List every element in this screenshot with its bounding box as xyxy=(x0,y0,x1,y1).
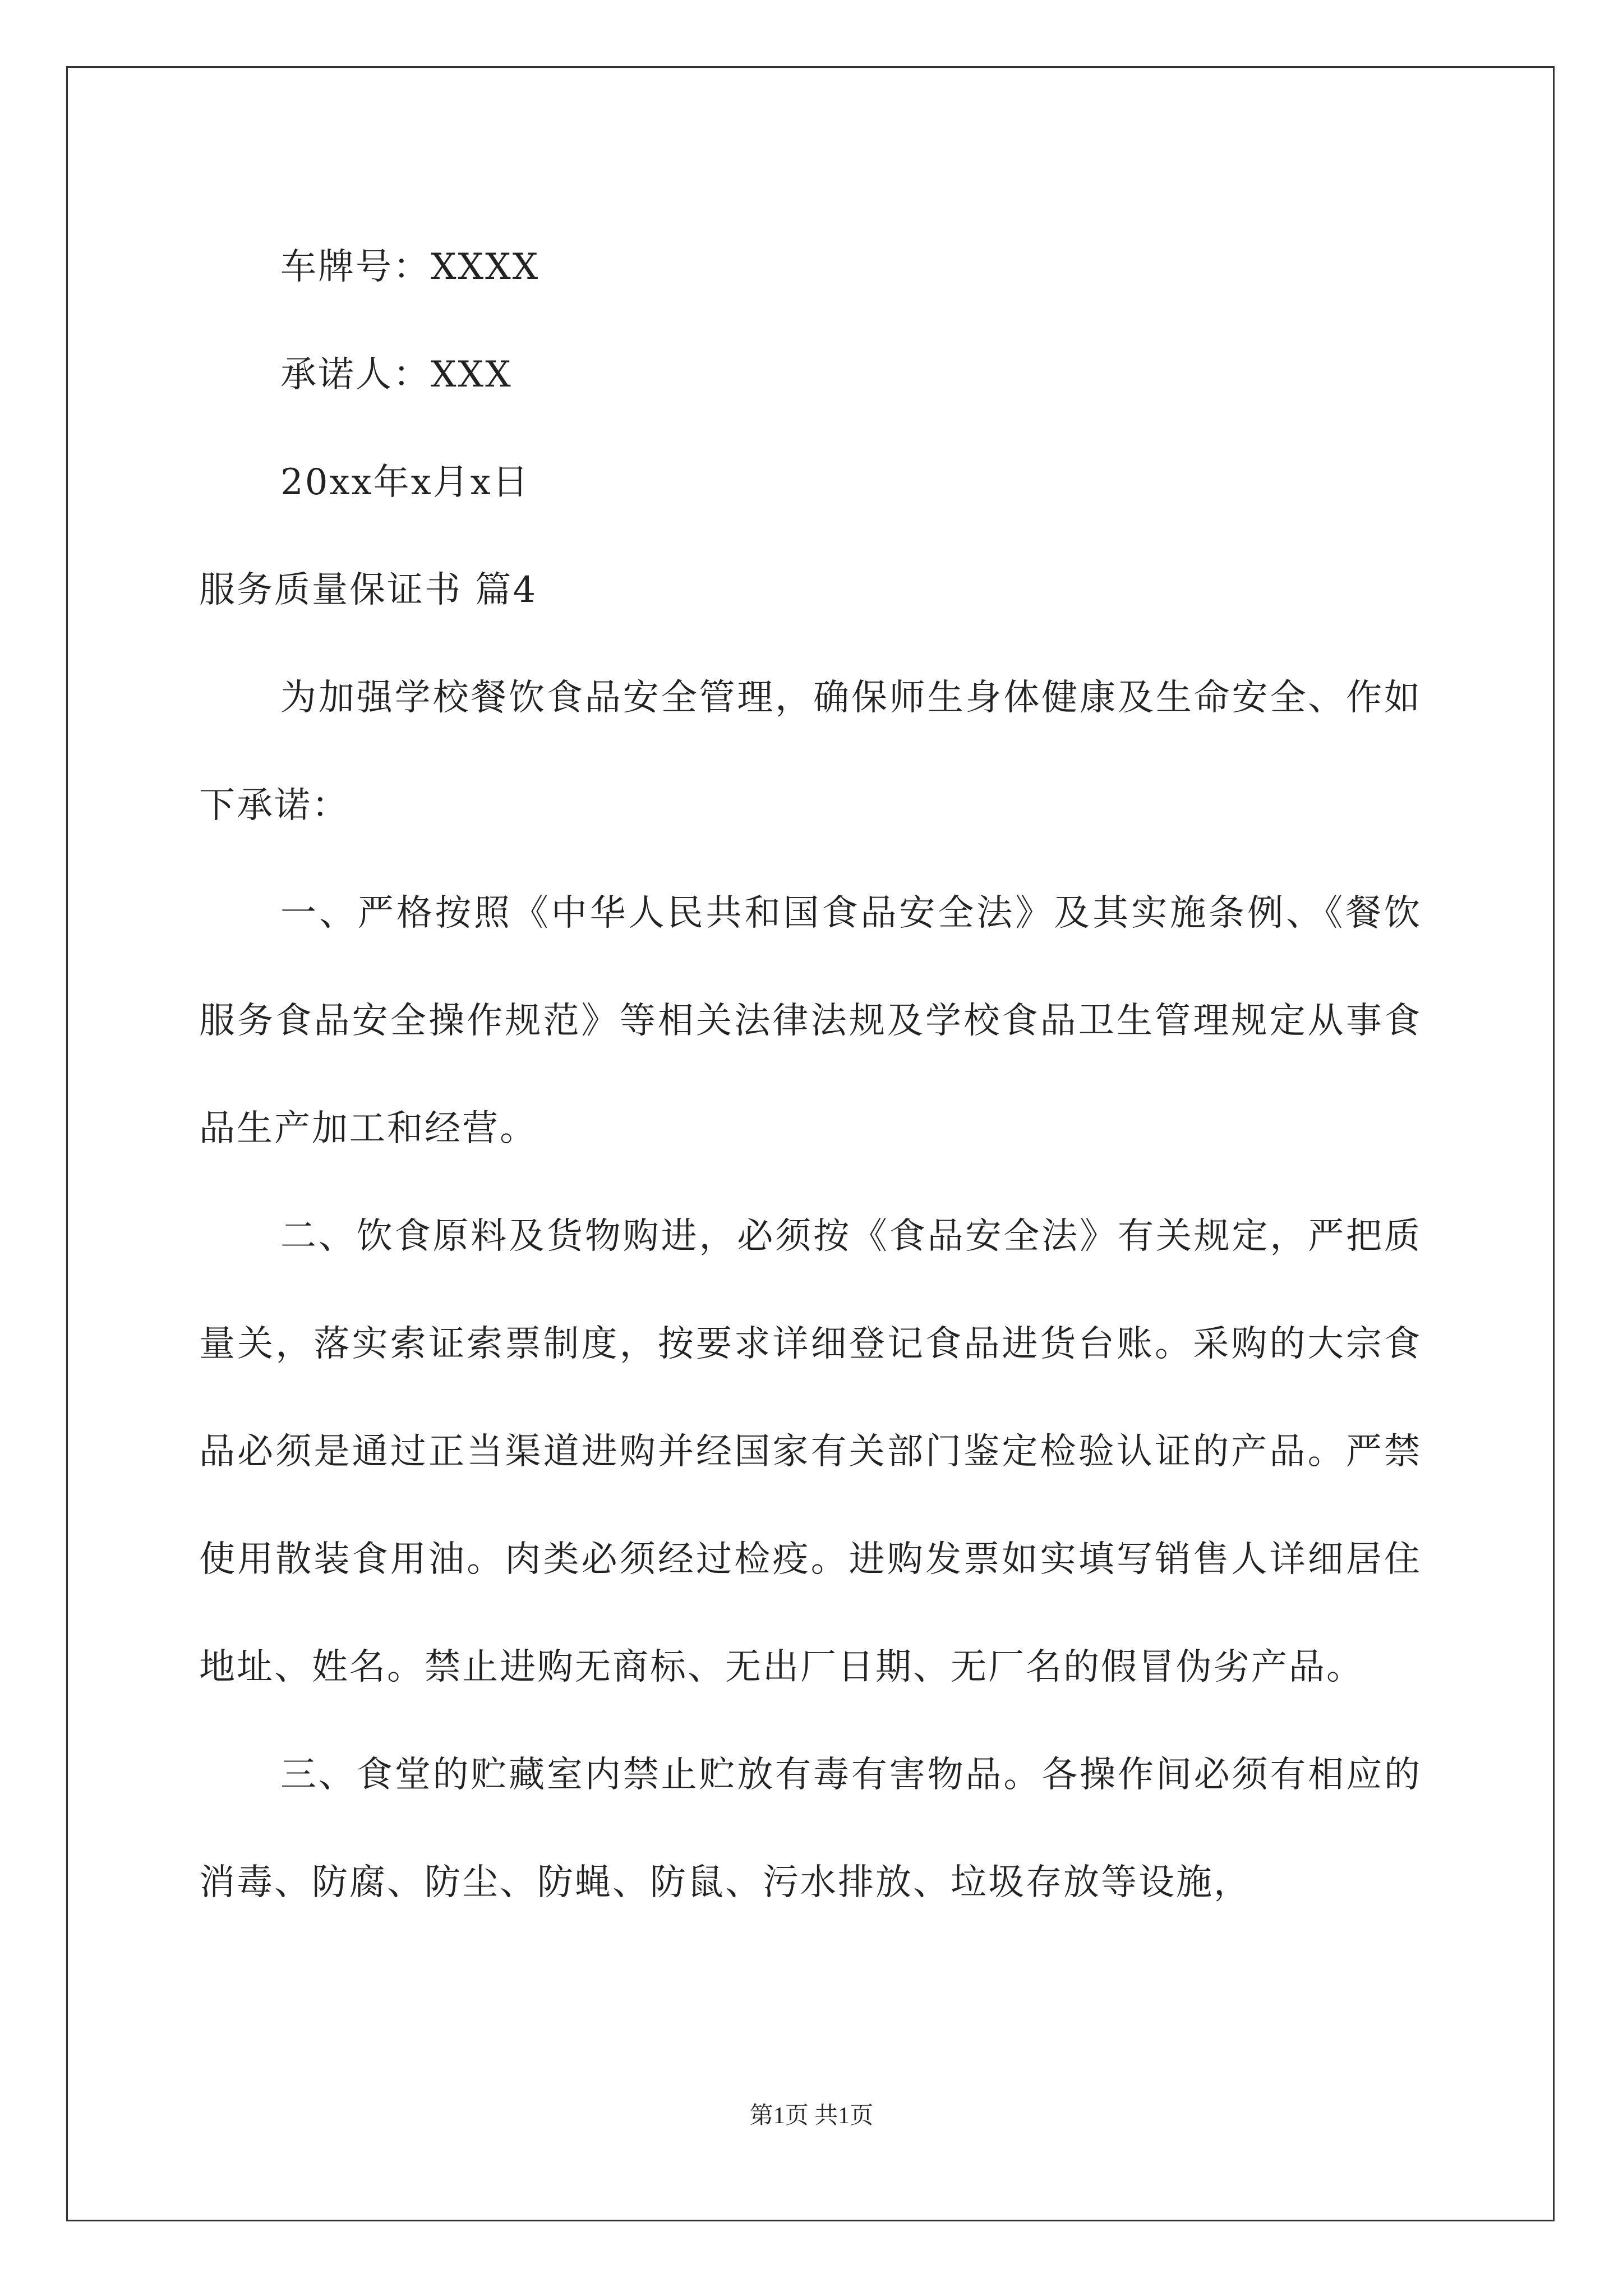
intro-paragraph: 为加强学校餐饮食品安全管理，确保师生身体健康及生命安全、作如下承诺： xyxy=(199,677,1422,826)
plate-number-line: 车牌号：XXXX xyxy=(280,246,540,288)
promisor-line: 承诺人：XXX xyxy=(280,354,513,395)
document-body xyxy=(199,213,1422,1936)
clause-3: 三、食堂的贮藏室内禁止贮放有毒有害物品。各操作间必须有相应的消毒、防腐、防尘、防蝇、防鼠、污水排放、垃圾存放等设施， xyxy=(199,1754,1422,1903)
date-line: 20xx年x月x日 xyxy=(280,462,530,503)
clause-2: 二、饮食原料及货物购进，必须按《食品安全法》有关规定，严把质量关，落实索证索票制度，按要求详细登记食品进货台账。采购的大宗食品必须是通过正当渠道进购并经国家有关部门鉴定检验认证的产品。严禁使用散装食用油。肉类必须经过检疫。进购发票如实填写销售人详细居住地址、姓名。禁止进购无商标、无出厂日期、无厂名的假冒伪劣产品。 xyxy=(199,1216,1422,1688)
section-title: 服务质量保证书 篇4 xyxy=(199,569,538,611)
page-footer: 第1页 共1页 xyxy=(749,2103,874,2129)
clause-1: 一、严格按照《中华人民共和国食品安全法》及其实施条例、《餐饮服务食品安全操作规范》等相关法律法规及学校食品卫生管理规定从事食品生产加工和经营。 xyxy=(199,892,1422,1149)
